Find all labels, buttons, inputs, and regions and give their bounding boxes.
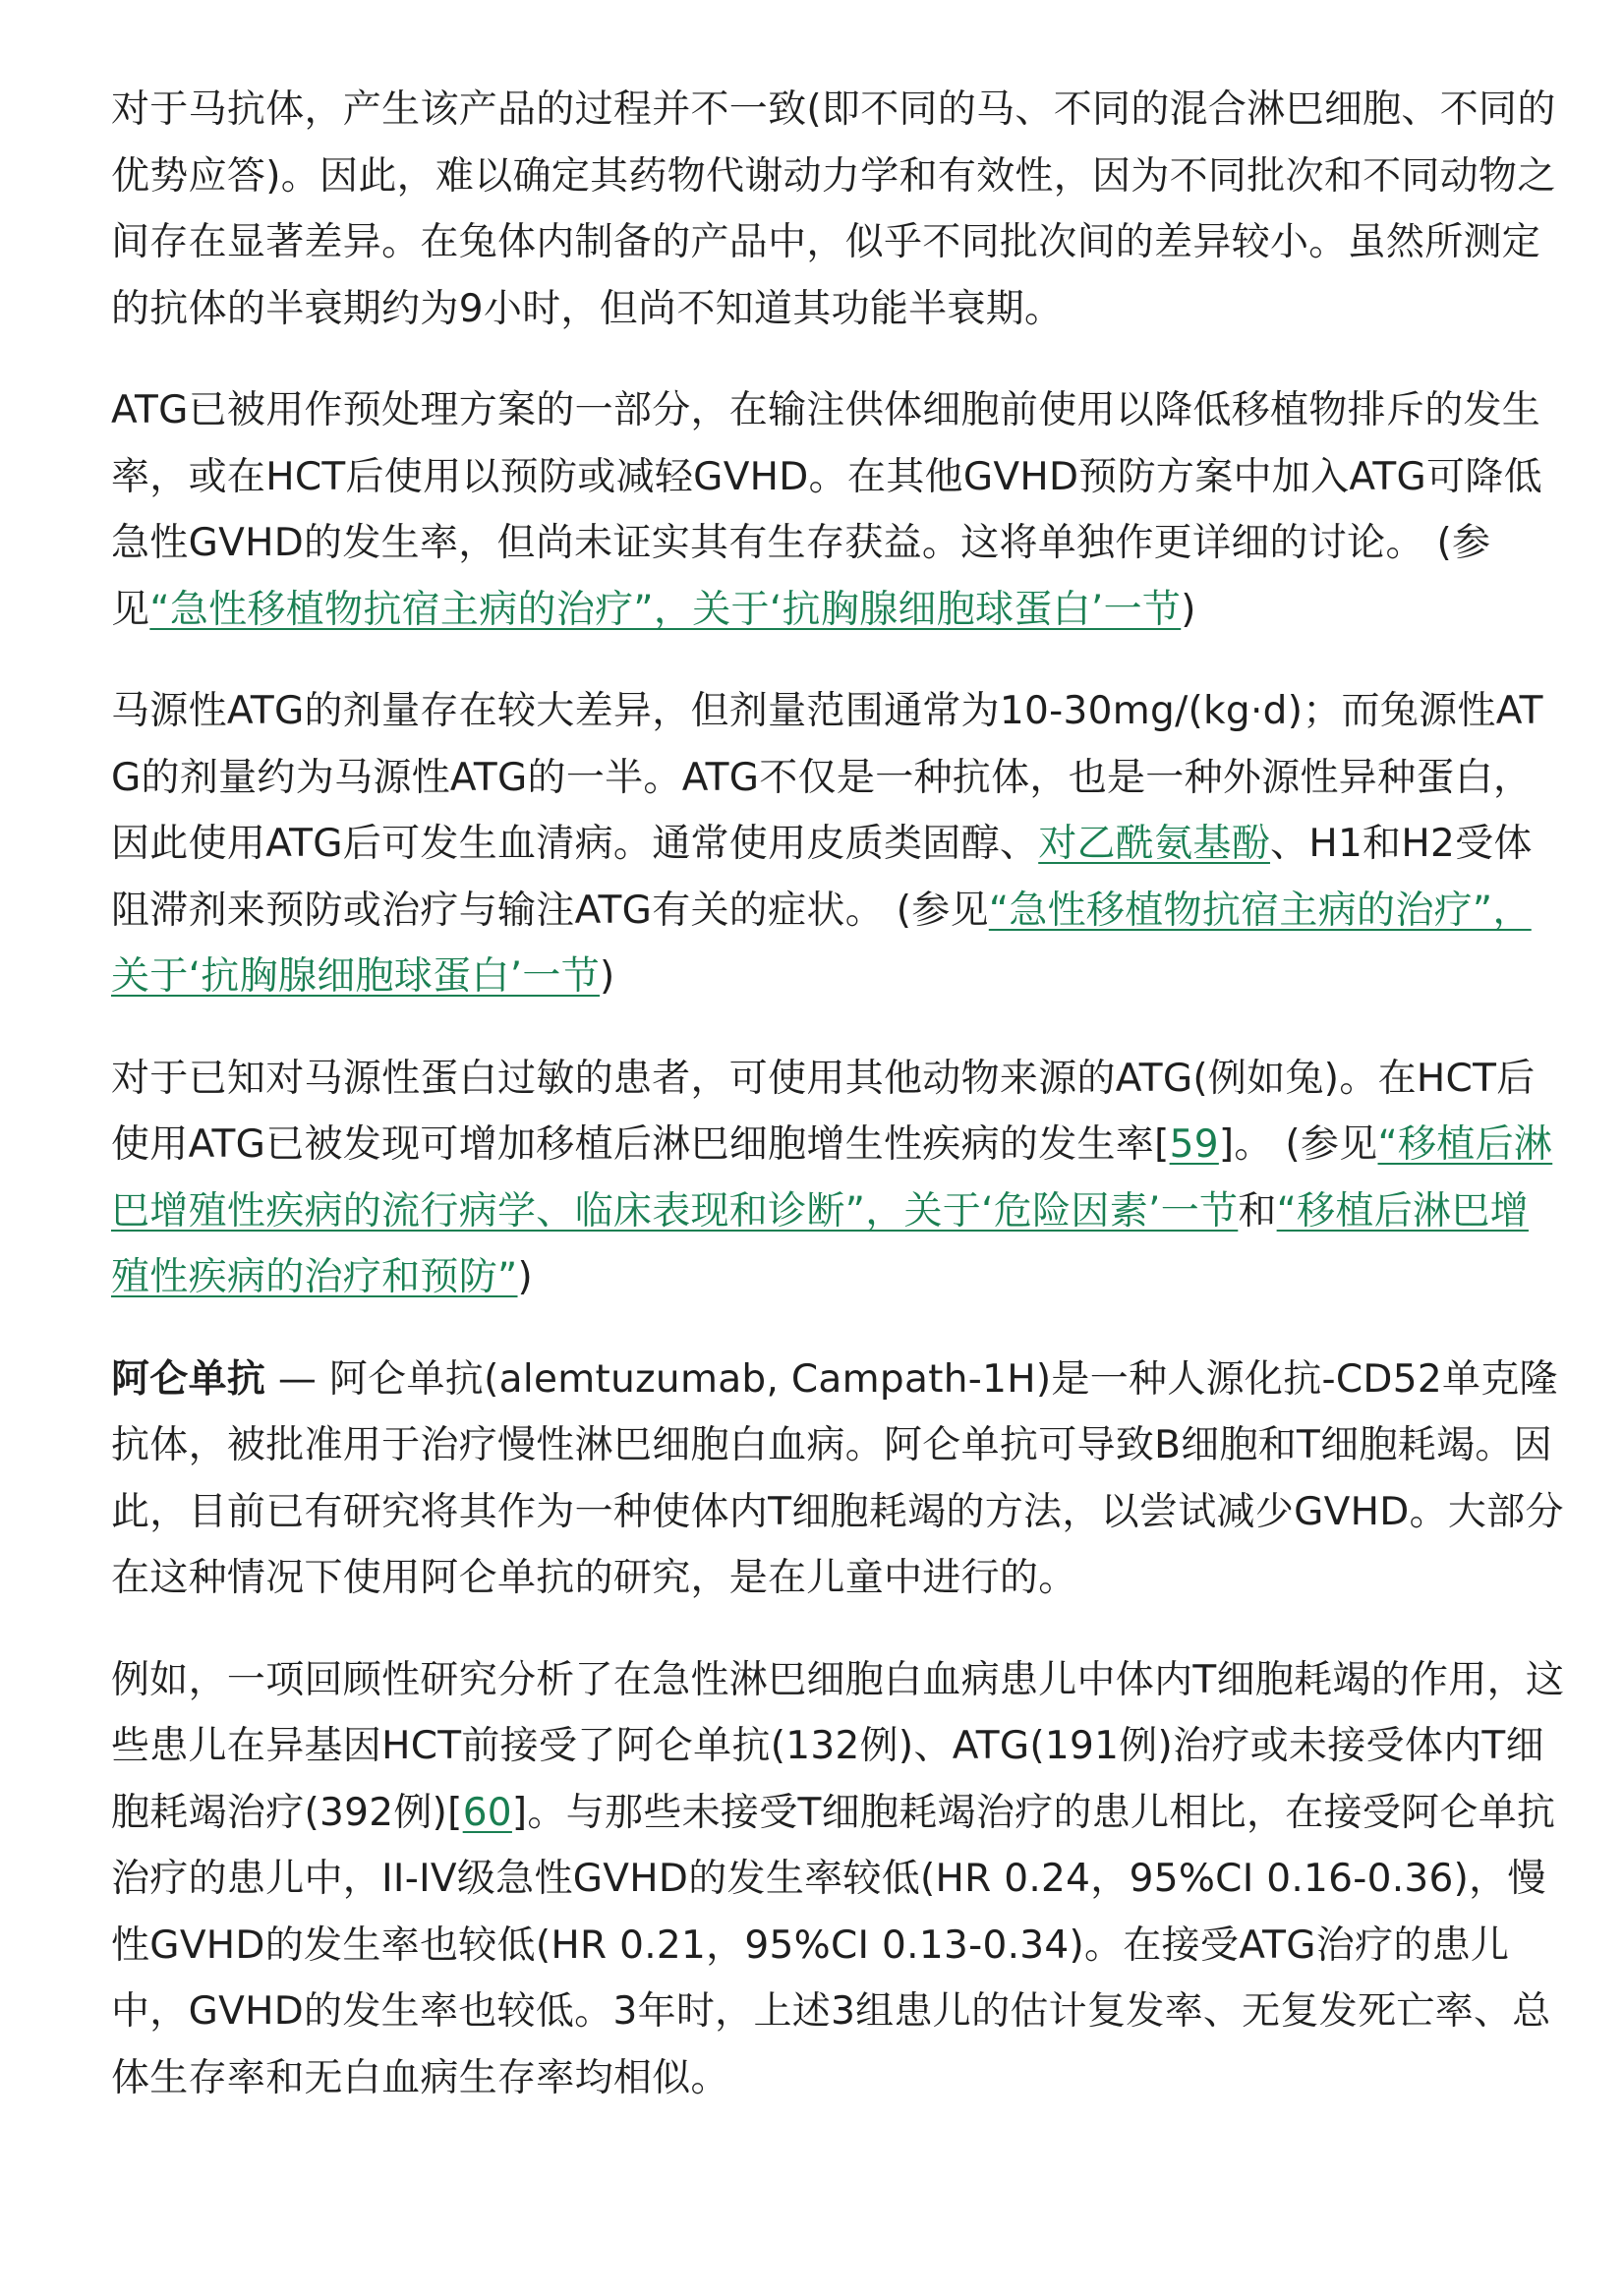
section-heading-alemtuzumab: 阿仑单抗 bbox=[111, 1356, 266, 1402]
paragraph-atg-allergy bbox=[111, 1046, 1565, 1311]
paragraph-text: 对于马抗体，产生该产品的过程并不一致(即不同的马、不同的混合淋巴细胞、不同的优势应答)。因此，难以确定其药物代谢动力学和有效性，因为不同批次和不同动物之间存在显著差异。在兔体内制备的产品中，似乎不同批次间的差异较小。虽然所测定的抗体的半衰期约为9小时，但尚不知道其功能半衰期。 bbox=[111, 87, 1556, 331]
paragraph-text: 马源性ATG的剂量存在较大差异，但剂量范围通常为10-30mg/(kg·d)；而兔源性ATG的剂量约为马源性ATG的一半。ATG不仅是一种抗体，也是一种外源性异种蛋白，因此使用ATG后可发生血清病。通常使用皮质类固醇、 bbox=[111, 689, 1543, 866]
heading-dash: — bbox=[265, 1356, 329, 1402]
paragraph-text: 、H1和H2受体阻滞剂来预防或治疗与输注ATG有关的症状。 (参见 bbox=[111, 822, 1533, 933]
paragraph-text-tail: ) bbox=[517, 1255, 534, 1299]
paragraph-text-tail: ) bbox=[600, 954, 615, 999]
paragraph-text: 例如，一项回顾性研究分析了在急性淋巴细胞白血病患儿中体内T细胞耗竭的作用，这些患儿在异基因HCT前接受了阿仑单抗(132例)、ATG(191例)治疗或未接受体内T细胞耗竭治疗(392例)[ bbox=[111, 1657, 1565, 1835]
link-acute-gvhd-treatment[interactable]: “急性移植物抗宿主病的治疗”，关于‘抗胸腺细胞球蛋白’一节 bbox=[149, 587, 1182, 632]
paragraph-text: 对于已知对马源性蛋白过敏的患者，可使用其他动物来源的ATG(例如兔)。在HCT后使用ATG已被发现可增加移植后淋巴细胞增生性疾病的发生率[ bbox=[111, 1056, 1536, 1167]
link-acute-gvhd-treatment[interactable]: “急性移植物抗宿主病的治疗”，关于‘抗胸腺细胞球蛋白’一节 bbox=[111, 888, 1532, 999]
paragraph-text: 和 bbox=[1238, 1188, 1277, 1234]
paragraph-horse-antibody bbox=[111, 77, 1565, 342]
paragraph-retrospective-study bbox=[111, 1647, 1565, 2112]
paragraph-text-tail: ) bbox=[1181, 587, 1196, 632]
paragraph-alemtuzumab bbox=[111, 1347, 1565, 1612]
link-acetaminophen[interactable]: 对乙酰氨基酚 bbox=[1038, 822, 1271, 866]
link-ptld-epidemiology[interactable]: “移植后淋巴增殖性疾病的流行病学、临床表现和诊断”，关于‘危险因素’一节 bbox=[111, 1122, 1553, 1234]
paragraph-text: ]。与那些未接受T细胞耗竭治疗的患儿相比，在接受阿仑单抗治疗的患儿中，II-IV级急性GVHD的发生率较低(HR 0.24，95%CI 0.16-0.36)，慢性GVHD的发生率也较低(HR 0.21，95%CI 0.13-0.34)。在接受ATG治疗的患儿中，GVHD的发生率也较低。3年时，上述3组患儿的估计复发率、无复发死亡率、总体生存率和无白血病生存率均相似。 bbox=[111, 1790, 1556, 2100]
link-ptld-treatment[interactable]: “移植后淋巴增殖性疾病的治疗和预防” bbox=[111, 1188, 1529, 1299]
paragraph-text: 阿仑单抗(alemtuzumab, Campath-1H)是一种人源化抗-CD52单克隆抗体，被批准用于治疗慢性淋巴细胞白血病。阿仑单抗可导致B细胞和T细胞耗竭。因此，目前已有研究将其作为一种使体内T细胞耗竭的方法，以尝试减少GVHD。大部分在这种情况下使用阿仑单抗的研究，是在儿童中进行的。 bbox=[111, 1356, 1564, 1600]
paragraph-text: ]。 (参见 bbox=[1218, 1122, 1378, 1167]
reference-link-60[interactable]: 60 bbox=[462, 1790, 512, 1835]
paragraph-atg-conditioning bbox=[111, 377, 1565, 643]
paragraph-atg-dose bbox=[111, 678, 1565, 1010]
paragraph-text: ATG已被用作预处理方案的一部分，在输注供体细胞前使用以降低移植物排斥的发生率，或在HCT后使用以预防或减轻GVHD。在其他GVHD预防方案中加入ATG可降低急性GVHD的发生率，但尚未证实其有生存获益。这将单独作更详细的讨论。 (参见 bbox=[111, 388, 1542, 632]
reference-link-59[interactable]: 59 bbox=[1169, 1122, 1219, 1167]
